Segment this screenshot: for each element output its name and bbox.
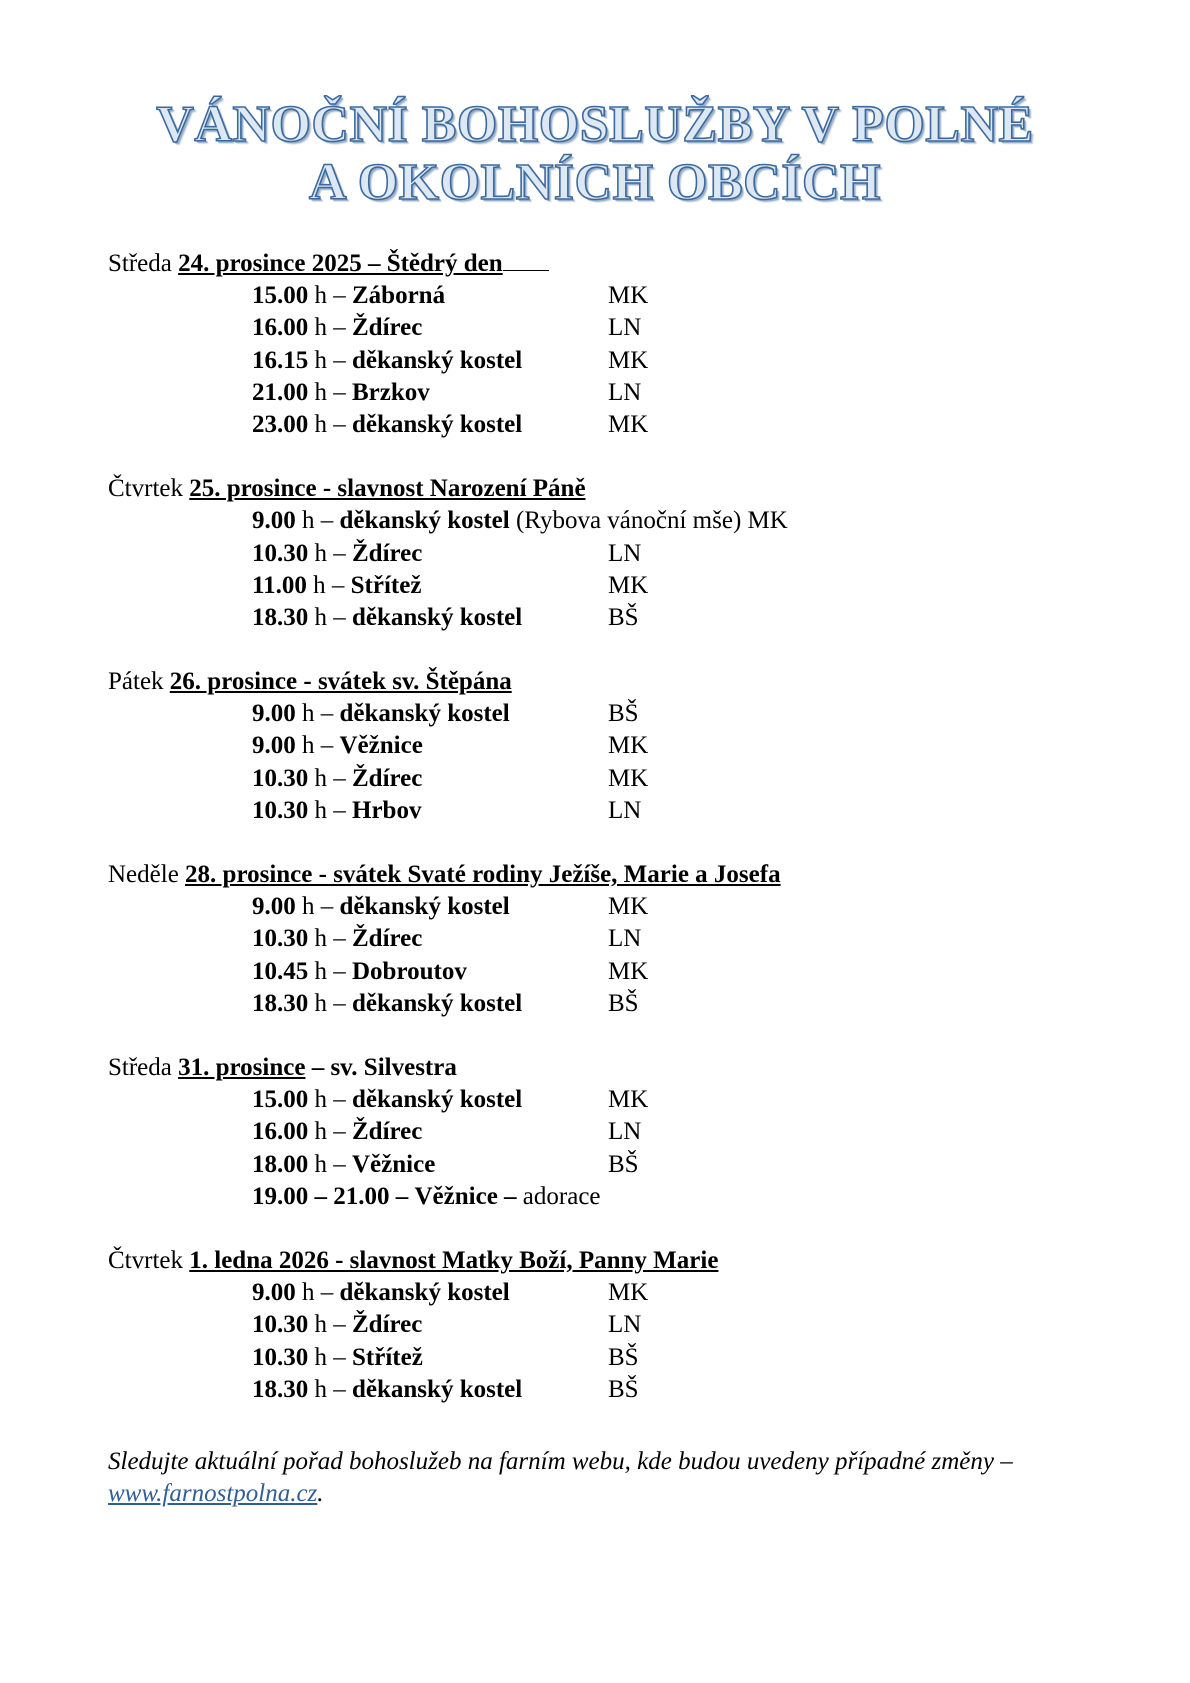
- service-place: Ždírec: [352, 764, 423, 792]
- service-text: [252, 1149, 435, 1181]
- service-priest: MK: [608, 1279, 649, 1307]
- service-priest: BŠ: [608, 1150, 639, 1178]
- underline-fill: [503, 248, 549, 271]
- service-text: [252, 988, 522, 1020]
- day-weekday: Čtvrtek: [108, 475, 183, 503]
- service-separator: h –: [308, 764, 352, 792]
- service-separator: h –: [308, 1150, 352, 1178]
- service-place: Věžnice: [352, 1150, 436, 1178]
- service-separator: h –: [308, 410, 352, 438]
- service-extra: (Rybova vánoční mše) MK: [509, 507, 788, 535]
- service-row: [108, 1342, 1108, 1374]
- service-row: [108, 602, 1108, 634]
- service-separator: h –: [306, 571, 351, 599]
- footer-note-text: Sledujte aktuální pořad bohoslužeb na farním webu, kde budou uvedeny případné změny –: [108, 1448, 1013, 1475]
- service-place: Věžnice –: [414, 1182, 517, 1210]
- service-row: [108, 1084, 1108, 1116]
- service-text: [252, 1309, 422, 1341]
- service-text: [252, 795, 421, 827]
- service-time: 15.00: [252, 1086, 309, 1114]
- day-heading: [108, 666, 1108, 698]
- service-text: [252, 1342, 423, 1374]
- service-row: [108, 1374, 1108, 1406]
- service-text: [252, 538, 422, 570]
- service-time: 10.30: [252, 764, 309, 792]
- service-priest: MK: [608, 571, 649, 599]
- service-place: Ždírec: [352, 314, 423, 342]
- service-place: Ždírec: [352, 1118, 423, 1146]
- service-priest: MK: [608, 1086, 649, 1114]
- service-text: [252, 409, 522, 441]
- service-row: [108, 1277, 1108, 1309]
- service-separator: h –: [308, 1086, 352, 1114]
- service-row: [108, 377, 1108, 409]
- day-heading: [108, 1052, 1108, 1084]
- service-row: [108, 1149, 1108, 1181]
- service-priest: LN: [608, 539, 642, 567]
- service-separator: h –: [308, 603, 352, 631]
- service-row: [108, 923, 1108, 955]
- service-priest: MK: [608, 732, 649, 760]
- service-priest: BŠ: [608, 989, 639, 1017]
- service-place: Dobroutov: [352, 957, 467, 985]
- service-text: [252, 956, 467, 988]
- service-priest: LN: [608, 796, 642, 824]
- service-time: 10.30: [252, 925, 309, 953]
- service-time: 9.00: [252, 700, 296, 728]
- website-link[interactable]: www.farnostpolna.cz: [108, 1480, 318, 1507]
- service-row: [108, 763, 1108, 795]
- service-place: děkanský kostel: [352, 603, 523, 631]
- service-text: [252, 280, 445, 312]
- service-text: [252, 345, 522, 377]
- service-place: děkanský kostel: [339, 893, 510, 921]
- service-time: 23.00: [252, 410, 309, 438]
- service-time: 18.30: [252, 1375, 309, 1403]
- day-date: 31. prosince: [178, 1054, 306, 1081]
- service-text: [252, 312, 422, 344]
- page-title: [0, 96, 1190, 212]
- service-text: [252, 763, 422, 795]
- day-date: 24. prosince 2025 – Štědrý den: [178, 250, 503, 277]
- service-time: 10.30: [252, 1311, 309, 1339]
- service-place: Ždírec: [352, 1311, 423, 1339]
- service-place: děkanský kostel: [352, 346, 523, 374]
- service-row: [108, 312, 1108, 344]
- day-weekday: Neděle: [108, 861, 179, 889]
- service-place: Záborná: [352, 282, 446, 310]
- service-text: [252, 730, 423, 762]
- service-place: Ždírec: [352, 925, 423, 953]
- service-separator: h –: [308, 378, 352, 406]
- service-priest: LN: [608, 378, 642, 406]
- service-priest: MK: [608, 764, 649, 792]
- service-row: [108, 570, 1108, 602]
- service-priest: BŠ: [608, 1375, 639, 1403]
- service-row: [108, 988, 1108, 1020]
- service-time: 10.45: [252, 957, 309, 985]
- day-date: 25. prosince - slavnost Narození Páně: [189, 475, 586, 503]
- service-text: [252, 377, 430, 409]
- service-priest: MK: [608, 957, 649, 985]
- day-suffix: – sv. Silvestra: [305, 1054, 457, 1081]
- service-time: 10.30: [252, 539, 309, 567]
- service-time: 11.00: [252, 571, 307, 599]
- service-row: [108, 795, 1108, 827]
- service-text: [252, 1181, 601, 1213]
- service-priest: MK: [608, 893, 649, 921]
- schedule: [108, 248, 1108, 1438]
- service-time: 18.00: [252, 1150, 309, 1178]
- service-text: [252, 1277, 510, 1309]
- service-place: Věžnice: [339, 732, 423, 760]
- day-heading: [108, 859, 1108, 891]
- service-time: 9.00: [252, 732, 296, 760]
- service-text: [252, 1084, 522, 1116]
- service-separator: h –: [308, 796, 352, 824]
- service-separator: h –: [308, 957, 352, 985]
- service-time: 9.00: [252, 507, 296, 535]
- service-place: děkanský kostel: [339, 1279, 510, 1307]
- service-row: [108, 280, 1108, 312]
- service-row: [108, 956, 1108, 988]
- service-row: [108, 891, 1108, 923]
- service-separator: h –: [295, 893, 340, 921]
- service-separator: h –: [295, 1279, 340, 1307]
- service-separator: h –: [308, 346, 352, 374]
- service-separator: h –: [295, 732, 340, 760]
- service-separator: h –: [308, 989, 352, 1017]
- day-heading: [108, 1245, 1108, 1277]
- service-priest: BŠ: [608, 700, 639, 728]
- day-date: 26. prosince - svátek sv. Štěpána: [169, 668, 512, 696]
- service-time: 16.15: [252, 346, 309, 374]
- service-place: Hrbov: [352, 796, 422, 824]
- service-row: [108, 409, 1108, 441]
- service-text: [252, 891, 510, 923]
- title-line-2: A OKOLNÍCH OBCÍCH: [309, 154, 881, 211]
- service-separator: h –: [295, 507, 340, 535]
- footer-note: [108, 1446, 1068, 1510]
- service-text: [252, 1374, 522, 1406]
- service-text: [252, 505, 788, 537]
- service-place: Střítež: [350, 571, 422, 599]
- service-time: 18.30: [252, 989, 309, 1017]
- day-heading: [108, 473, 1108, 505]
- service-priest: BŠ: [608, 603, 639, 631]
- service-priest: LN: [608, 1311, 642, 1339]
- service-place: děkanský kostel: [352, 410, 523, 438]
- day-section: [108, 248, 1108, 441]
- day-heading: [108, 248, 1108, 280]
- service-place: děkanský kostel: [352, 1375, 523, 1403]
- service-place: Ždírec: [352, 539, 423, 567]
- service-priest: LN: [608, 925, 642, 953]
- service-text: [252, 698, 510, 730]
- service-priest: MK: [608, 346, 649, 374]
- service-row: [108, 505, 1108, 537]
- service-separator: h –: [308, 282, 352, 310]
- service-row: [108, 1116, 1108, 1148]
- service-row: [108, 538, 1108, 570]
- service-separator: h –: [308, 925, 352, 953]
- service-place: Brzkov: [352, 378, 430, 406]
- service-time: 19.00 – 21.00 –: [252, 1182, 409, 1210]
- service-time: 16.00: [252, 314, 309, 342]
- service-time: 9.00: [252, 1279, 296, 1307]
- service-row: [108, 345, 1108, 377]
- day-weekday: Středa: [108, 250, 172, 277]
- service-priest: BŠ: [608, 1343, 639, 1371]
- service-time: 15.00: [252, 282, 309, 310]
- day-section: [108, 666, 1108, 827]
- service-priest: LN: [608, 1118, 642, 1146]
- service-text: [252, 1116, 422, 1148]
- service-priest: LN: [608, 314, 642, 342]
- day-section: [108, 1245, 1108, 1406]
- day-date: 28. prosince - svátek Svaté rodiny Ježíše, Marie a Josefa: [185, 861, 781, 889]
- service-separator: h –: [308, 1311, 352, 1339]
- service-place: děkanský kostel: [339, 700, 510, 728]
- service-priest: MK: [608, 282, 649, 310]
- service-time: 18.30: [252, 603, 309, 631]
- service-text: [252, 923, 422, 955]
- service-separator: h –: [308, 1343, 352, 1371]
- service-place: děkanský kostel: [339, 507, 510, 535]
- service-time: 9.00: [252, 893, 296, 921]
- service-time: 10.30: [252, 796, 309, 824]
- day-section: [108, 859, 1108, 1020]
- service-row: [108, 698, 1108, 730]
- service-extra: adorace: [516, 1182, 601, 1210]
- footer-note-end: .: [317, 1480, 324, 1507]
- service-priest: MK: [608, 410, 649, 438]
- service-separator: h –: [308, 1375, 352, 1403]
- day-weekday: Čtvrtek: [108, 1246, 183, 1274]
- service-separator: h –: [308, 1118, 352, 1146]
- day-section: [108, 473, 1108, 634]
- day-weekday: Středa: [108, 1054, 172, 1081]
- service-place: Střítež: [352, 1343, 423, 1371]
- service-separator: h –: [295, 700, 340, 728]
- day-section: [108, 1052, 1108, 1213]
- service-row: [108, 730, 1108, 762]
- day-weekday: Pátek: [108, 668, 164, 696]
- service-row: [108, 1309, 1108, 1341]
- service-separator: h –: [308, 314, 352, 342]
- service-text: [252, 570, 421, 602]
- service-time: 10.30: [252, 1343, 309, 1371]
- service-place: děkanský kostel: [352, 1086, 523, 1114]
- service-time: 21.00: [252, 378, 309, 406]
- service-place: děkanský kostel: [352, 989, 523, 1017]
- day-date: 1. ledna 2026 - slavnost Matky Boží, Panny Marie: [189, 1246, 719, 1274]
- service-time: 16.00: [252, 1118, 309, 1146]
- service-text: [252, 602, 522, 634]
- title-line-1: VÁNOČNÍ BOHOSLUŽBY V POLNÉ: [156, 96, 1034, 153]
- service-row: [108, 1181, 1108, 1213]
- service-separator: h –: [308, 539, 352, 567]
